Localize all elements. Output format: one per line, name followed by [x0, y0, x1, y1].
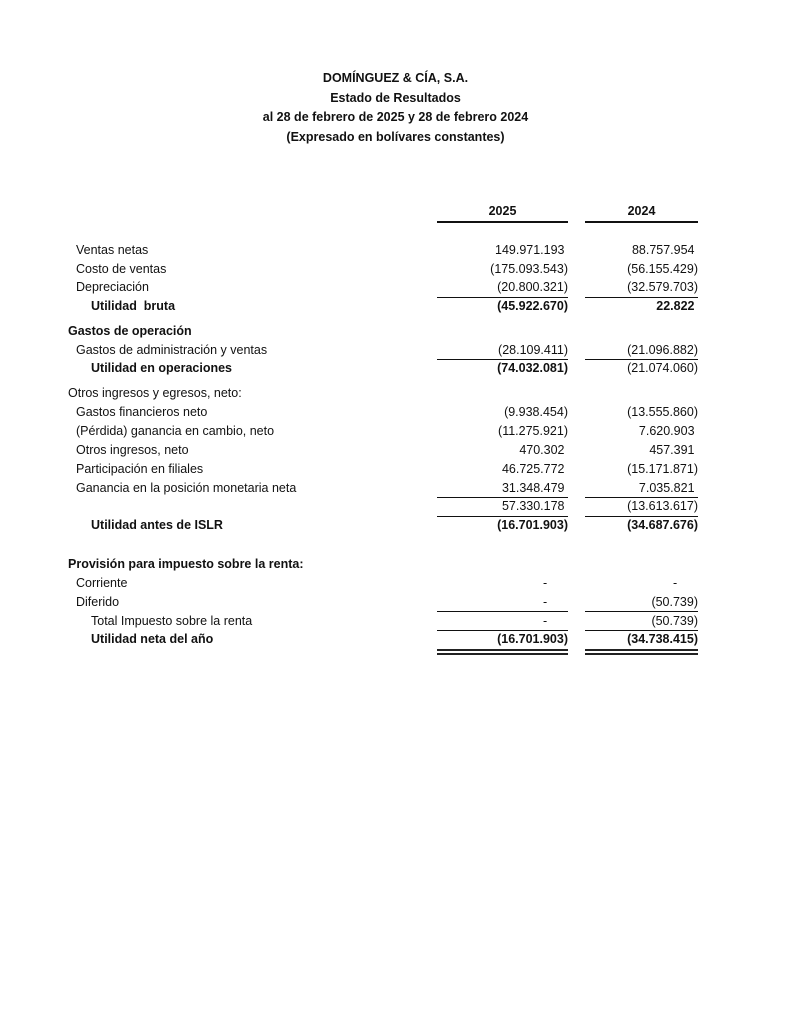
row-utilidad-bruta — [0, 299, 791, 318]
row-utilidad-operaciones — [0, 361, 791, 380]
section-gastos-operacion — [0, 324, 791, 343]
value-2024: (34.687.676) — [627, 518, 698, 532]
value-2024: (15.171.871) — [627, 462, 698, 476]
column-header-2024: 2024 — [585, 204, 698, 223]
row-label: Total Impuesto sobre la renta — [91, 614, 253, 628]
total-double-rule — [437, 649, 568, 655]
value-2025: 46.725.772 — [501, 462, 565, 476]
value-2025: (16.701.903) — [497, 632, 568, 646]
subtotal-rule — [585, 516, 698, 517]
statement-title: Estado de Resultados — [330, 90, 461, 105]
row-label: Utilidad bruta — [91, 299, 176, 313]
subtotal-rule — [437, 497, 568, 498]
value-2024: 457.391 — [649, 443, 695, 457]
row-label: Gastos financieros neto — [76, 405, 208, 419]
row-label: Ventas netas — [76, 243, 149, 257]
value-2025: (74.032.081) — [497, 361, 568, 375]
value-2024: (50.739) — [651, 595, 698, 609]
subtotal-rule — [437, 359, 568, 360]
row-participacion-filiales — [0, 462, 791, 481]
row-label: Costo de ventas — [76, 262, 167, 276]
section-label: Otros ingresos y egresos, neto: — [68, 386, 242, 400]
row-utilidad-antes-islr — [0, 518, 791, 537]
value-2024: (21.074.060) — [627, 361, 698, 375]
value-2025: (9.938.454) — [504, 405, 568, 419]
value-2025: - — [542, 614, 548, 628]
value-2024: 7.620.903 — [638, 424, 695, 438]
subtotal-rule — [585, 297, 698, 298]
row-label: Depreciación — [76, 280, 149, 294]
statement-period: al 28 de febrero de 2025 y 28 de febrero 2024 — [262, 110, 529, 124]
subtotal-rule — [437, 516, 568, 517]
value-2024: 22.822 — [656, 299, 695, 313]
row-label: Participación en filiales — [76, 462, 204, 476]
value-2025: (11.275.921) — [498, 424, 568, 438]
value-2025: (20.800.321) — [497, 280, 568, 294]
total-double-rule — [585, 649, 698, 655]
value-2025: - — [542, 576, 548, 590]
section-label: Gastos de operación — [68, 324, 192, 338]
value-2024: (21.096.882) — [627, 343, 698, 357]
row-label: Utilidad antes de ISLR — [91, 518, 223, 532]
value-2024: (13.613.617) — [627, 499, 698, 513]
row-label: Utilidad en operaciones — [91, 361, 233, 375]
row-label: (Pérdida) ganancia en cambio, neto — [76, 424, 275, 438]
subtotal-rule — [585, 630, 698, 631]
section-label: Provisión para impuesto sobre la renta: — [68, 557, 304, 571]
row-label: Gastos de administración y ventas — [76, 343, 268, 357]
value-2025: 57.330.178 — [501, 499, 565, 513]
subtotal-rule — [437, 630, 568, 631]
value-2025: 31.348.479 — [501, 481, 565, 495]
value-2025: - — [542, 595, 548, 609]
value-2024: (13.555.860) — [627, 405, 698, 419]
row-gastos-financieros — [0, 405, 791, 424]
value-2024: (50.739) — [651, 614, 698, 628]
row-label: Otros ingresos, neto — [76, 443, 189, 457]
value-2025: (28.109.411) — [498, 343, 568, 357]
value-2025: (175.093.543) — [490, 262, 568, 276]
row-label: Corriente — [76, 576, 128, 590]
subtotal-rule — [437, 297, 568, 298]
value-2025: (16.701.903) — [497, 518, 568, 532]
row-label: Utilidad neta del año — [91, 632, 214, 646]
value-2025: 470.302 — [519, 443, 565, 457]
section-otros-ingresos-egresos — [0, 386, 791, 405]
subtotal-rule — [585, 359, 698, 360]
subtotal-rule — [437, 611, 568, 612]
row-costo-ventas — [0, 262, 791, 281]
value-2024: (34.738.415) — [627, 632, 698, 646]
column-header-2025: 2025 — [437, 204, 568, 223]
row-otros-ingresos — [0, 443, 791, 462]
row-corriente — [0, 576, 791, 595]
value-2024: - — [672, 576, 678, 590]
value-2024: 88.757.954 — [631, 243, 695, 257]
currency-note: (Expresado en bolívares constantes) — [286, 129, 505, 144]
row-label: Diferido — [76, 595, 120, 609]
company-name: DOMÍNGUEZ & CÍA, S.A. — [322, 71, 469, 85]
value-2025: (45.922.670) — [497, 299, 568, 313]
value-2024: 7.035.821 — [638, 481, 695, 495]
statement-header — [0, 69, 791, 147]
row-ventas-netas — [0, 243, 791, 262]
row-label: Ganancia en la posición monetaria neta — [76, 481, 297, 495]
row-perdida-cambio — [0, 424, 791, 443]
subtotal-rule — [585, 497, 698, 498]
value-2024: (32.579.703) — [627, 280, 698, 294]
value-2025: 149.971.193 — [495, 243, 565, 257]
section-provision-islr — [0, 557, 791, 576]
subtotal-rule — [585, 611, 698, 612]
value-2024: (56.155.429) — [627, 262, 698, 276]
